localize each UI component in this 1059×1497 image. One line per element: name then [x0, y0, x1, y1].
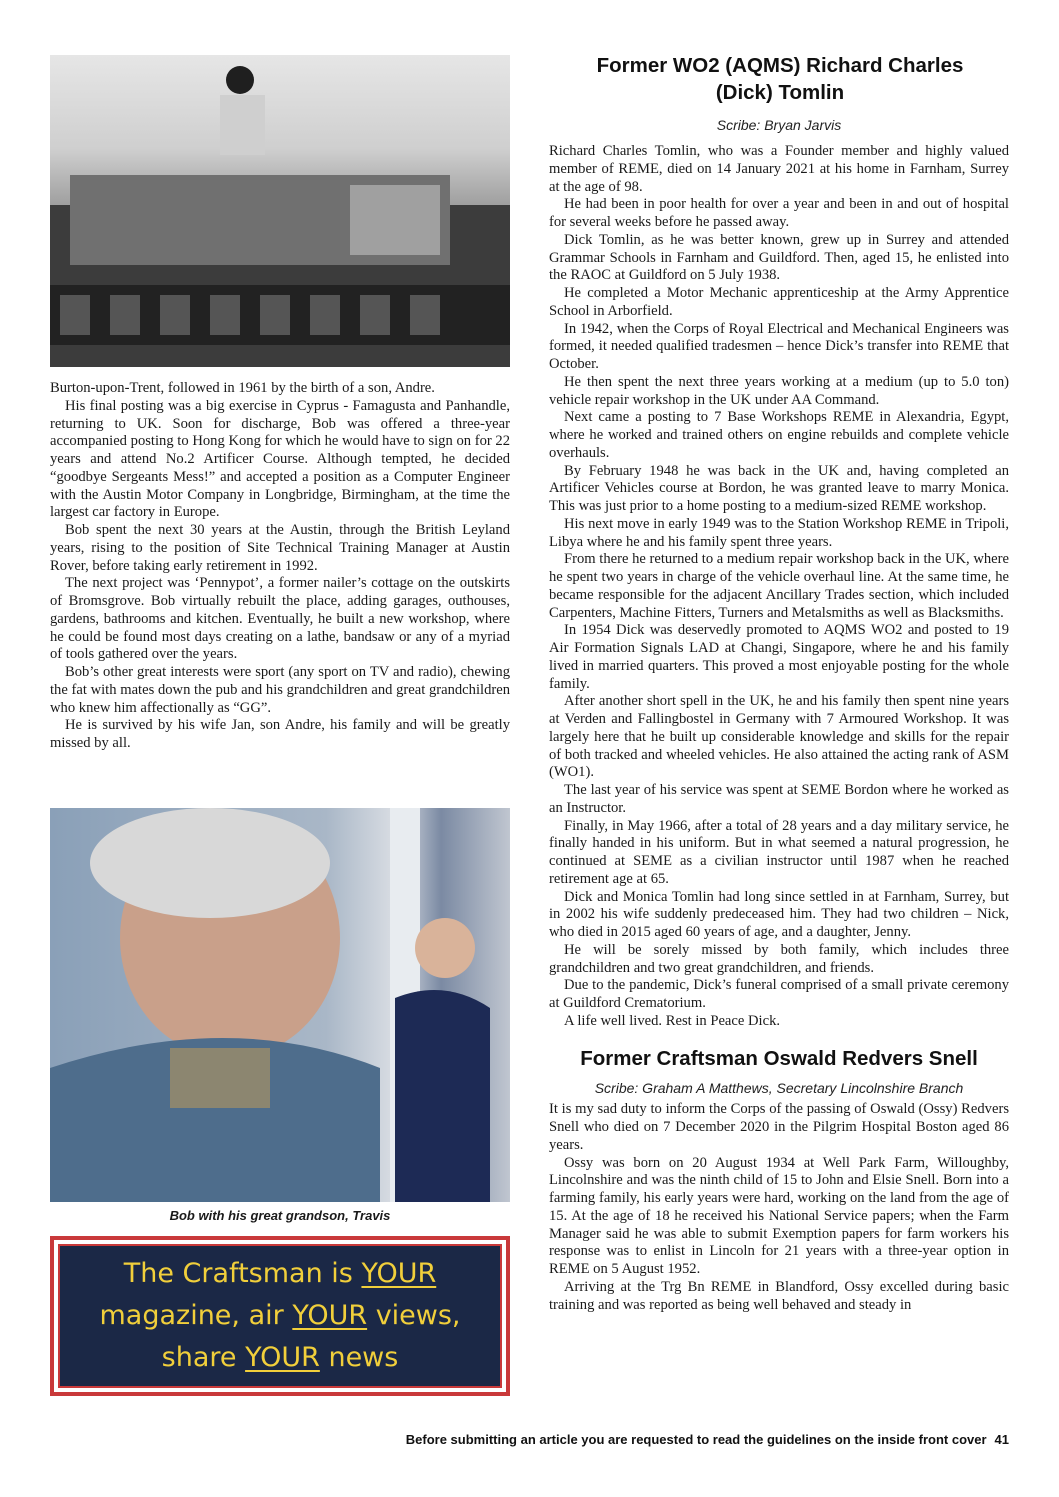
paragraph: Bob spent the next 30 years at the Austin, through the British Leyland years, rising to the position of Site Technical Training Manager at Austin Rover, before taking early retirement in 1992.	[50, 522, 510, 574]
paragraph: From there he returned to a medium repair workshop back in the UK, where he spent two years in charge of the vehicle overhaul line. At the same time, he became responsible for the adjacent Ancillary Trades section, which included Carpenters, Machine Fitters, Turners and Metalsmiths as well as Blacksmiths.	[549, 551, 1009, 621]
banner-text: magazine, air	[99, 1300, 293, 1331]
paragraph: His final posting was a big exercise in Cyprus - Famagusta and Panhandle, returning to UK. Soon for discharge, Bob was offered a three-year accompanied posting to Hong Kong for which he would have to sign on for 22 years and attend No.2 Artificer Course. Although tempted, he decided “goodbye Sergeants Mess!” and accepted a position as a Computer Engineer with the Austin Motor Company in Longbridge, Birmingham, at the time the largest car factory in Europe.	[50, 397, 510, 521]
photo-soldier-on-tracked-vehicle	[50, 55, 510, 367]
paragraph: He will be sorely missed by both family, which includes three grandchildren and two great grandchildren, and friends.	[549, 941, 1009, 976]
article-title-snell: Former Craftsman Oswald Redvers Snell	[580, 1046, 978, 1070]
banner-line-2	[99, 1295, 460, 1337]
page-footer	[406, 1432, 1009, 1447]
article-scribe-snell: Scribe: Graham A Matthews, Secretary Lincolnshire Branch	[594, 1079, 964, 1096]
paragraph: Ossy was born on 20 August 1934 at Well Park Farm, Willoughby, Lincolnshire and was the ninth child of 15 to John and Elsie Snell. Born into a farming family, his early years were hard, working on the land from the age of 15. At the age of 18 he received his National Service papers; when the Farm Manager said he was able to submit Exemption papers for farm workers his response was to enlist in Lincoln for 21 years with a three-year option in REME on 5 August 1952.	[549, 1154, 1009, 1277]
banner-text: news	[319, 1342, 399, 1373]
paragraph: By February 1948 he was back in the UK and, having completed an Artificer Vehicles course at Bordon, he was granted leave to marry Monica. This was just prior to a home posting to a medium-sized REME workshop.	[549, 462, 1009, 514]
paragraph: Next came a posting to 7 Base Workshops REME in Alexandria, Egypt, where he worked and trained others on engine rebuilds and complete vehicle overhauls.	[549, 409, 1009, 461]
paragraph: He is survived by his wife Jan, son Andre, his family and will be greatly missed by all.	[50, 717, 510, 751]
article-scribe-tomlin: Scribe: Bryan Jarvis	[716, 117, 842, 133]
portrait-photo-illustration	[50, 808, 510, 1202]
paragraph: His next move in early 1949 was to the Station Workshop REME in Tripoli, Libya where he and his family spent three years.	[549, 515, 1009, 550]
footer-text: Before submitting an article you are requested to read the guidelines on the inside front cover	[405, 1432, 987, 1447]
paragraph: Dick and Monica Tomlin had long since settled in at Farnham, Surrey, but in 2002 his wife suddenly predeceased him. They had two children – Nick, who died in 2015 aged 60 years of age, and a daughter, Jenny.	[549, 888, 1009, 940]
banner-emphasis: YOUR	[245, 1342, 320, 1373]
photo-caption: Bob with his great grandson, Travis	[169, 1208, 391, 1223]
paragraph: Richard Charles Tomlin, who was a Founder member and highly valued member of REME, died on 14 January 2021 at his home in Farnham, Surrey at the age of 98.	[549, 143, 1009, 195]
banner-emphasis: YOUR	[292, 1300, 368, 1331]
banner-emphasis: YOUR	[361, 1258, 437, 1289]
paragraph: He then spent the next three years working at a medium (up to 5.0 ton) vehicle repair workshop in the UK under AA Command.	[549, 373, 1009, 408]
banner-line-3	[162, 1337, 399, 1379]
craftsman-promo-banner	[50, 1236, 510, 1396]
photo-bob-with-great-grandson	[50, 808, 510, 1202]
right-column-text	[549, 143, 1009, 1314]
paragraph: The next project was ‘Pennypot’, a former nailer’s cottage on the outskirts of Bromsgrove. Bob virtually rebuilt the place, adding garages, outhouses, gardens, bathrooms and kitchen. Eventually, he built a new workshop, where he could be found most days creating on a lathe, bandsaw or any of a myriad of tools gathered over the years.	[50, 575, 510, 663]
article-body-tomlin	[549, 143, 1009, 1031]
paragraph: In 1942, when the Corps of Royal Electrical and Mechanical Engineers was formed, it needed qualified tradesmen – hence Dick’s transfer into REME that October.	[549, 320, 1009, 372]
article-title-tomlin: Former WO2 (AQMS) Richard Charles (Dick) Tomlin	[596, 54, 964, 104]
paragraph: A life well lived. Rest in Peace Dick.	[564, 1012, 781, 1029]
paragraph: Bob’s other great interests were sport (any sport on TV and radio), chewing the fat with mates down the pub and his grandchildren and great grandchildren who knew him affectionally as “GG”.	[50, 664, 510, 716]
paragraph: He had been in poor health for over a year and been in and out of hospital for several weeks before he passed away.	[549, 196, 1009, 230]
paragraph: In 1954 Dick was deservedly promoted to AQMS WO2 and posted to 19 Air Formation Signals LAD at Changi, Singapore, where he and his family lived in married quarters. This proved a most enjoyable posting for the whole family.	[549, 622, 1009, 692]
paragraph: After another short spell in the UK, he and his family then spent nine years at Verden and Fallingbostel in Germany with 7 Armoured Workshop. It was largely here that he built up considerable knowledge and skills for the repair of both tracked and wheeled vehicles. He also attained the acting rank of ASM (WO1).	[549, 693, 1009, 781]
banner-line-1	[124, 1253, 436, 1295]
page-number: 41	[994, 1432, 1009, 1447]
paragraph: Dick Tomlin, as he was better known, grew up in Surrey and attended Grammar Schools in Farnham and Guildford. Then, aged 15, he enlisted into the RAOC at Guildford on 5 July 1938.	[549, 231, 1009, 284]
banner-text: views,	[367, 1300, 461, 1331]
article-body-snell	[549, 1101, 1009, 1314]
paragraph: The last year of his service was spent at SEME Bordon where he worked as an Instructor.	[549, 782, 1009, 816]
paragraph: It is my sad duty to inform the Corps of the passing of Oswald (Ossy) Redvers Snell who died on 7 December 2020 in the Pilgrim Hospital Boston aged 86 years.	[549, 1101, 1009, 1153]
banner-text: The Craftsman is	[123, 1258, 362, 1289]
paragraph: Burton-upon-Trent, followed in 1961 by the birth of a son, Andre.	[50, 380, 435, 396]
left-column-text	[50, 380, 510, 753]
banner-text: share	[161, 1342, 246, 1373]
paragraph: Due to the pandemic, Dick’s funeral comprised of a small private ceremony at Guildford Crematorium.	[549, 977, 1009, 1011]
paragraph: He completed a Motor Mechanic apprenticeship at the Army Apprentice School in Arborfield.	[549, 285, 1009, 319]
paragraph: Finally, in May 1966, after a total of 28 years and a day military service, he finally handed in his uniform. But in what seemed a natural progression, he continued at SEME as a civilian instructor until 1987 when he reached retirement age at 65.	[549, 817, 1009, 887]
paragraph: Arriving at the Trg Bn REME in Blandford, Ossy excelled during basic training and was reported as being well behaved and steady in	[549, 1278, 1009, 1313]
vehicle-photo-illustration	[50, 55, 510, 367]
